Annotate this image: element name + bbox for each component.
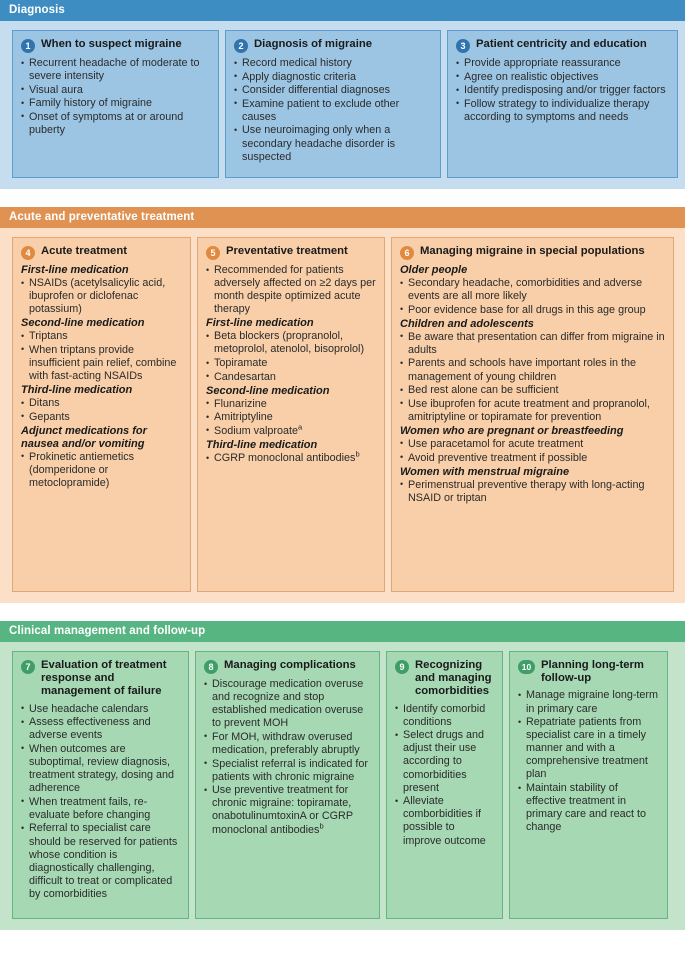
card-subhead: Second-line medication — [21, 317, 145, 330]
card-number-badge: 3 — [456, 39, 470, 53]
bullet-item: • Secondary headache, comorbidities and adverse events are all more likely — [400, 277, 665, 303]
card-title: Evaluation of treatment response and management of failure — [41, 659, 167, 698]
bullet-item: • Manage migraine long-term in primary care — [518, 689, 659, 715]
bullet-item: • Use paracetamol for acute treatment — [400, 438, 665, 451]
card-title-row — [21, 245, 182, 260]
card-title-row — [456, 38, 669, 53]
card-subhead: Older people — [400, 264, 468, 276]
bullet-list — [234, 57, 432, 164]
bullet-item: • Topiramate — [206, 357, 376, 370]
bullet-item: • Sodium valproate$^a$ — [206, 425, 376, 438]
bullet-item: • Visual aura — [21, 84, 210, 97]
card-subhead: Second-line medication — [206, 384, 330, 397]
bullet-list — [206, 330, 376, 383]
bullet-item: • Provide appropriate reassurance — [456, 57, 669, 70]
card-title-row — [395, 659, 494, 699]
bullet-item: • Select drugs and adjust their use according to comorbidities present — [395, 729, 494, 794]
card-1 — [12, 30, 219, 178]
bullet-list — [400, 277, 665, 317]
bullet-list — [395, 703, 494, 848]
bullet-item: • Triptans — [21, 330, 182, 343]
bullet-item: • Use ibuprofen for acute treatment and propranolol, amitriptyline or topiramate for prevention — [400, 398, 665, 424]
bullet-item: • Consider differential diagnoses — [234, 84, 432, 97]
card-number-badge: 7 — [21, 660, 35, 674]
card-title: Patient centricity and education — [476, 38, 647, 50]
card-title-row — [21, 38, 210, 53]
section-clinical — [0, 621, 685, 930]
bullet-item: • Avoid preventive treatment if possible — [400, 452, 665, 465]
bullet-item: • Beta blockers (propranolol, metoprolol, atenolol, bisoprolol) — [206, 330, 376, 356]
bullet-item: • NSAIDs (acetylsalicylic acid, ibuprofen or diclofenac potassium) — [21, 277, 182, 316]
card-number-badge: 6 — [400, 246, 414, 260]
bullet-list — [400, 331, 665, 424]
bullet-item: • Perimenstrual preventive therapy with long-acting NSAID or triptan — [400, 479, 665, 505]
bullet-item: • Amitriptyline — [206, 411, 376, 424]
bullet-list — [400, 438, 665, 465]
bullet-list — [456, 57, 669, 124]
bullet-item: • CGRP monoclonal antibodies$^b$ — [206, 452, 376, 465]
card-number-badge: 1 — [21, 39, 35, 53]
card-title: Diagnosis of migraine — [254, 38, 373, 50]
section-header-treatment: Acute and preventative treatment — [0, 207, 685, 228]
card-3 — [447, 30, 678, 178]
card-subhead: First-line medication — [206, 317, 314, 330]
bullet-item: • Referral to specialist care should be reserved for patients whose condition is diagnostically challenging, difficult to treat or complicated by comorbidities — [21, 822, 180, 901]
card-number-badge: 10 — [518, 660, 535, 674]
card-number-badge: 8 — [204, 660, 218, 674]
bullet-list — [21, 703, 180, 901]
bullet-item: • Parents and schools have important roles in the management of young children — [400, 357, 665, 383]
card-5 — [197, 237, 385, 592]
bullet-item: • Identify predisposing and/or trigger factors — [456, 84, 669, 97]
card-title-row — [234, 38, 432, 53]
card-number-badge: 2 — [234, 39, 248, 53]
bullet-item: • Alleviate comborbidities if possible to improve outcome — [395, 795, 494, 847]
card-subhead: First-line medication — [21, 264, 129, 276]
bullet-item: • Specialist referral is indicated for patients with chronic migraine — [204, 758, 371, 784]
bullet-item: • Repatriate patients from specialist care in a timely manner and with a comprehensive treatment plan — [518, 716, 659, 781]
card-9 — [386, 651, 503, 919]
card-number-badge: 5 — [206, 246, 220, 260]
bullet-item: • Discourage medication overuse and recognize and stop established medication overuse to prevent MOH — [204, 678, 371, 730]
bullet-item: • Recommended for patients adversely affected on ≥2 days per month despite optimized acute therapy — [206, 264, 376, 316]
bullet-item: • Identify comorbid conditions — [395, 703, 494, 729]
section-diagnosis — [0, 0, 685, 189]
bullet-item: • Poor evidence base for all drugs in this age group — [400, 304, 665, 317]
bullet-list — [204, 678, 371, 837]
bullet-item: • Prokinetic antiemetics (domperidone or metoclopramide) — [21, 451, 182, 490]
bullet-list — [21, 397, 182, 424]
section-treatment — [0, 207, 685, 603]
bullet-item: • Maintain stability of effective treatment in primary care and react to change — [518, 782, 659, 834]
bullet-list — [21, 277, 182, 316]
card-title-row — [400, 245, 665, 260]
bullet-item: • When triptans provide insufficient pain relief, combine with fast-acting NSAIDs — [21, 344, 182, 383]
bullet-list — [21, 451, 182, 490]
card-title: Planning long-term follow-up — [541, 659, 644, 685]
bullet-item: • Family history of migraine — [21, 97, 210, 110]
bullet-item: • Flunarizine — [206, 398, 376, 411]
bullet-item: • Examine patient to exclude other causes — [234, 98, 432, 124]
bullet-item: • Assess effectiveness and adverse events — [21, 716, 180, 742]
bullet-list — [206, 449, 376, 465]
bullet-list — [21, 57, 210, 137]
bullet-item: • Be aware that presentation can differ from migraine in adults — [400, 331, 665, 357]
bullet-item: • When treatment fails, re-evaluate before changing — [21, 796, 180, 822]
bullet-item: • Ditans — [21, 397, 182, 410]
bullet-item: • When outcomes are suboptimal, review diagnosis, treatment strategy, dosing and adherence — [21, 743, 180, 795]
bullet-item: • Candesartan — [206, 371, 376, 384]
bullet-item: • Apply diagnostic criteria — [234, 71, 432, 84]
bullet-item: • Follow strategy to individualize therapy according to symptoms and needs — [456, 98, 669, 124]
card-4 — [12, 237, 191, 592]
card-title-row — [518, 659, 659, 685]
section-body-clinical — [0, 642, 685, 930]
card-7 — [12, 651, 189, 919]
card-2 — [225, 30, 441, 178]
bullet-item: • Bed rest alone can be sufficient — [400, 384, 665, 397]
card-subhead: Adjunct medications for nausea and/or vomiting — [21, 424, 147, 450]
card-title: Acute treatment — [41, 245, 128, 257]
bullet-item: • Use neuroimaging only when a secondary headache disorder is suspected — [234, 124, 432, 163]
card-title-row — [204, 659, 371, 674]
card-title: Preventative treatment — [226, 245, 348, 257]
bullet-item: • For MOH, withdraw overused medication, preferably abruptly — [204, 731, 371, 757]
section-body-diagnosis — [0, 21, 685, 189]
card-subhead: Women who are pregnant or breastfeeding — [400, 424, 624, 437]
card-title: Managing complications — [224, 659, 356, 671]
bullet-item: • Onset of symptoms at or around puberty — [21, 111, 210, 137]
section-header-clinical: Clinical management and follow-up — [0, 621, 685, 642]
card-title-row — [206, 245, 376, 260]
bullet-list — [400, 479, 665, 505]
bullet-item: • Gepants — [21, 411, 182, 424]
bullet-list — [206, 264, 376, 316]
card-10 — [509, 651, 668, 919]
section-body-treatment — [0, 228, 685, 603]
bullet-list — [518, 689, 659, 834]
section-gap — [0, 189, 685, 207]
card-number-badge: 4 — [21, 246, 35, 260]
card-8 — [195, 651, 380, 919]
card-subhead: Children and adolescents — [400, 317, 534, 330]
bullet-list — [21, 330, 182, 383]
section-header-diagnosis: Diagnosis — [0, 0, 685, 21]
bullet-item: • Use headache calendars — [21, 703, 180, 716]
bullet-item: • Record medical history — [234, 57, 432, 70]
card-title-row — [21, 659, 180, 699]
card-subhead: Third-line medication — [206, 439, 318, 452]
card-6 — [391, 237, 674, 592]
card-title: Recognizing and managing comorbidities — [415, 659, 492, 698]
card-subhead: Third-line medication — [21, 384, 133, 397]
card-subhead: Women with menstrual migraine — [400, 465, 570, 478]
bullet-item: • Agree on realistic objectives — [456, 71, 669, 84]
card-number-badge: 9 — [395, 660, 409, 674]
bullet-item: • Recurrent headache of moderate to severe intensity — [21, 57, 210, 83]
card-title: When to suspect migraine — [41, 38, 182, 50]
bullet-list — [206, 398, 376, 438]
card-title: Managing migraine in special populations — [420, 245, 645, 257]
bullet-item: • Use preventive treatment for chronic migraine: topiramate, onabotulinumtoxinA or CGRP monoclonal antibodies$^b$ — [204, 784, 371, 836]
section-gap — [0, 603, 685, 621]
